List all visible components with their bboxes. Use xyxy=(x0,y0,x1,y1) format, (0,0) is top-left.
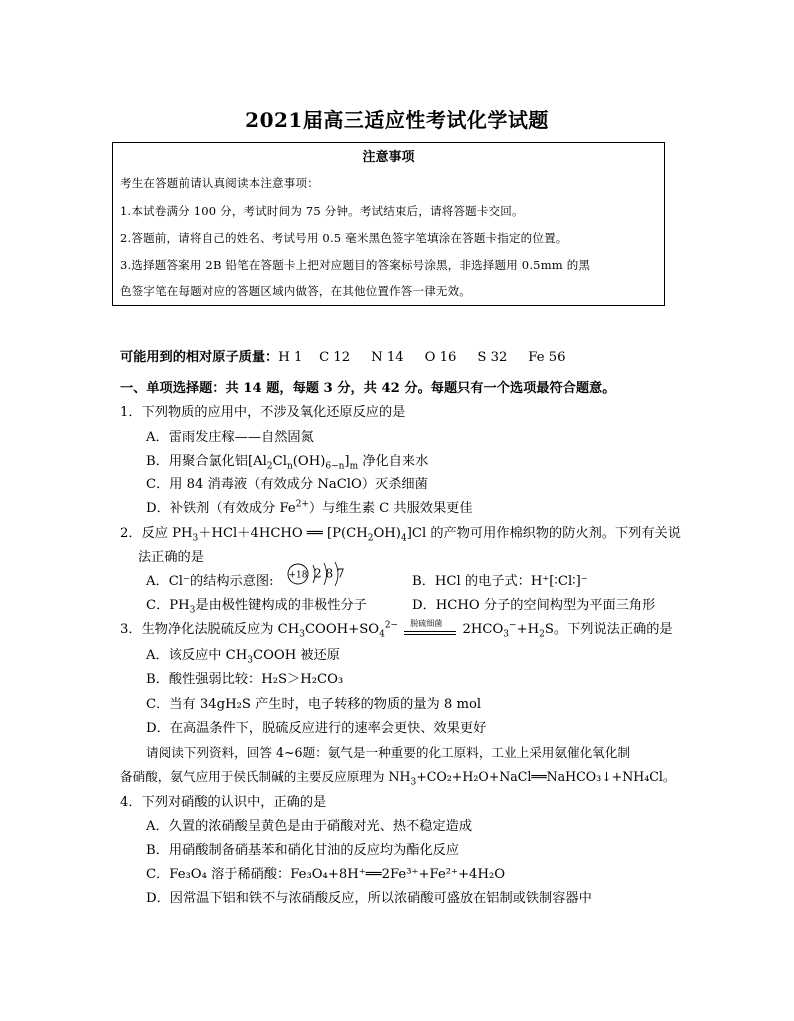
q2-option-c: C．$PH_3$是由极性键构成的非极性分子 xyxy=(146,598,367,616)
notice-item-1: 1.本试卷满分 100 分，考试时间为 75 分钟。考试结束后，请将答题卡交回。 xyxy=(120,204,524,218)
atomic-masses-values: H 1 C 12 N 14 O 16 S 32 Fe 56 xyxy=(278,350,566,365)
q1-option-b: B．用聚合氯化铝$[Al_2Cl_n(OH)_{6-n}]_m$ 净化自来水 xyxy=(146,454,429,472)
q1-option-b-pre: B．用聚合氯化铝[Al xyxy=(146,454,267,469)
q3-option-c: C．当有 34gH₂S 产生时，电子转移的物质的量为 8 mol xyxy=(146,697,482,712)
q1-option-c: C．用 84 消毒液（有效成分 NaClO）灭杀细菌 xyxy=(146,477,428,492)
q1-option-a: A．雷雨发庄稼——自然固氮 xyxy=(146,430,314,445)
shell-electrons: 2 8 7 xyxy=(314,566,345,581)
q2-option-a: A．Cl⁻的结构示意图: xyxy=(146,574,274,589)
q1-stem: 1．下列物质的应用中，不涉及氧化还原反应的是 xyxy=(120,405,406,420)
q3-option-d: D．在高温条件下，脱硫反应进行的速率会更快、效果更好 xyxy=(146,721,487,736)
reading-line-2-pre: 备硝酸，氨气应用于侯氏制碱的主要反应原理为 NH xyxy=(120,769,411,784)
reading-line-1: 请阅读下列资料，回答 4~6题：氨气是一种重要的化工原料，工业上采用氨催化氧化制 xyxy=(146,745,630,760)
notice-item-2: 2.答题前，请将自己的姓名、考试号用 0.5 毫米黑色签字笔填涂在答题卡指定的位置。 xyxy=(120,231,568,245)
atomic-masses-label: 可能用到的相对原子质量： xyxy=(120,350,279,365)
reading-line-2: 备硝酸，氨气应用于侯氏制碱的主要反应原理为 $NH_3+CO_2+H_2O+NaCl══NaHCO_3↓+NH_4Cl$。 xyxy=(120,769,676,788)
q2-option-d: D．HCHO 分子的空间构型为平面三角形 xyxy=(412,598,656,613)
q1-option-d-post: ）与维生素 C 共服效果更佳 xyxy=(308,501,473,516)
q2-stem-mid: ＋HCl＋4HCHO ══ [P(CH xyxy=(198,526,368,541)
exam-title: 2021届高三适应性考试化学试题 xyxy=(245,108,549,132)
q4-stem: 4．下列对硝酸的认识中，正确的是 xyxy=(120,795,327,810)
atomic-masses xyxy=(120,346,566,365)
q4-option-c: C．Fe₃O₄ 溶于稀硝酸：Fe₃O₄+8H⁺══2Fe³⁺+Fe²⁺+4H₂O xyxy=(146,867,506,882)
q2-stem-post: Cl 的产物可用作棉织物的防火剂。下列有关说 xyxy=(411,526,681,541)
q3-option-a: A．该反应中 $CH_3COOH$ 被还原 xyxy=(146,648,340,666)
q3-stem-pre: 3．生物净化法脱硫反应为 CH xyxy=(120,622,300,637)
q3-option-a-post: COOH 被还原 xyxy=(252,648,340,663)
q3-option-a-pre: A．该反应中 CH xyxy=(146,648,248,663)
q1-option-d: D．补铁剂（有效成分 $Fe^{2+}$）与维生素 C 共服效果更佳 xyxy=(146,499,473,516)
q3-stem: 3．生物净化法脱硫反应为 $CH_3COOH+SO_4^{2-}$ 脱硫细菌 $2HCO_3^-+H_2S$。下列说法正确的是 xyxy=(120,618,673,640)
reaction-arrow xyxy=(402,618,458,637)
q4-option-a: A．久置的浓硝酸呈黄色是由于硝酸对光、热不稳定造成 xyxy=(146,819,473,834)
notice-item-3b: 色签字笔在每题对应的答题区域内做答，在其他位置作答一律无效。 xyxy=(120,284,471,298)
q3-stem-tail: S。下列说法正确的是 xyxy=(544,622,673,637)
q2-stem: 2．反应 $PH_3+HCl+4HCHO$ ══ $[P(CH_2OH)_4]Cl$ 的产物可用作棉织物的防火剂。下列有关说 xyxy=(120,526,681,544)
q3-stem-end: +H xyxy=(516,622,540,637)
notice-item-3a: 3.选择题答案用 2B 铅笔在答题卡上把对应题目的答案标号涂黑，非选择题用 0.5mm 的黑 xyxy=(120,258,591,272)
q2-option-b: B．HCl 的电子式：H⁺[∶Cl∶]⁻ xyxy=(412,574,588,589)
q1-option-d-pre: D．补铁剂（有效成分 Fe xyxy=(146,501,296,516)
chloride-ion-structure-diagram xyxy=(286,559,356,589)
notice-intro: 考生在答题前请认真阅读本注意事项： xyxy=(120,176,319,190)
q1-option-b-post: 净化自来水 xyxy=(362,454,429,469)
notice-box xyxy=(112,142,665,306)
reading-line-2-post: +CO₂+H₂O+NaCl══NaHCO₃↓+NH₄Cl。 xyxy=(416,769,676,784)
q4-option-b: B．用硝酸制备硝基苯和硝化甘油的反应均为酯化反应 xyxy=(146,843,460,858)
q2-option-c-pre: C．PH xyxy=(146,598,190,613)
q4-option-d: D．因常温下铝和铁不与浓硝酸反应，所以浓硝酸可盛放在铝制或铁制容器中 xyxy=(146,891,592,906)
q2-stem-line2: 法正确的是 xyxy=(138,550,204,565)
q3-option-b: B．酸性强弱比较：H₂S＞H₂CO₃ xyxy=(146,672,344,687)
notice-heading: 注意事项 xyxy=(362,150,415,165)
q3-stem-post: 2HCO xyxy=(462,622,504,637)
section1-heading: 一、单项选择题：共 14 题，每题 3 分，共 42 分。每题只有一个选项最符合题意。 xyxy=(120,381,616,396)
q3-stem-mid: COOH+SO xyxy=(304,622,380,637)
nucleus-charge: +18 xyxy=(288,570,308,581)
q2-option-c-post: 是由极性键构成的非极性分子 xyxy=(195,598,367,613)
reaction-arrow-label: 脱硫细菌 xyxy=(410,618,443,628)
q2-stem-pre: 2．反应 PH xyxy=(120,526,193,541)
